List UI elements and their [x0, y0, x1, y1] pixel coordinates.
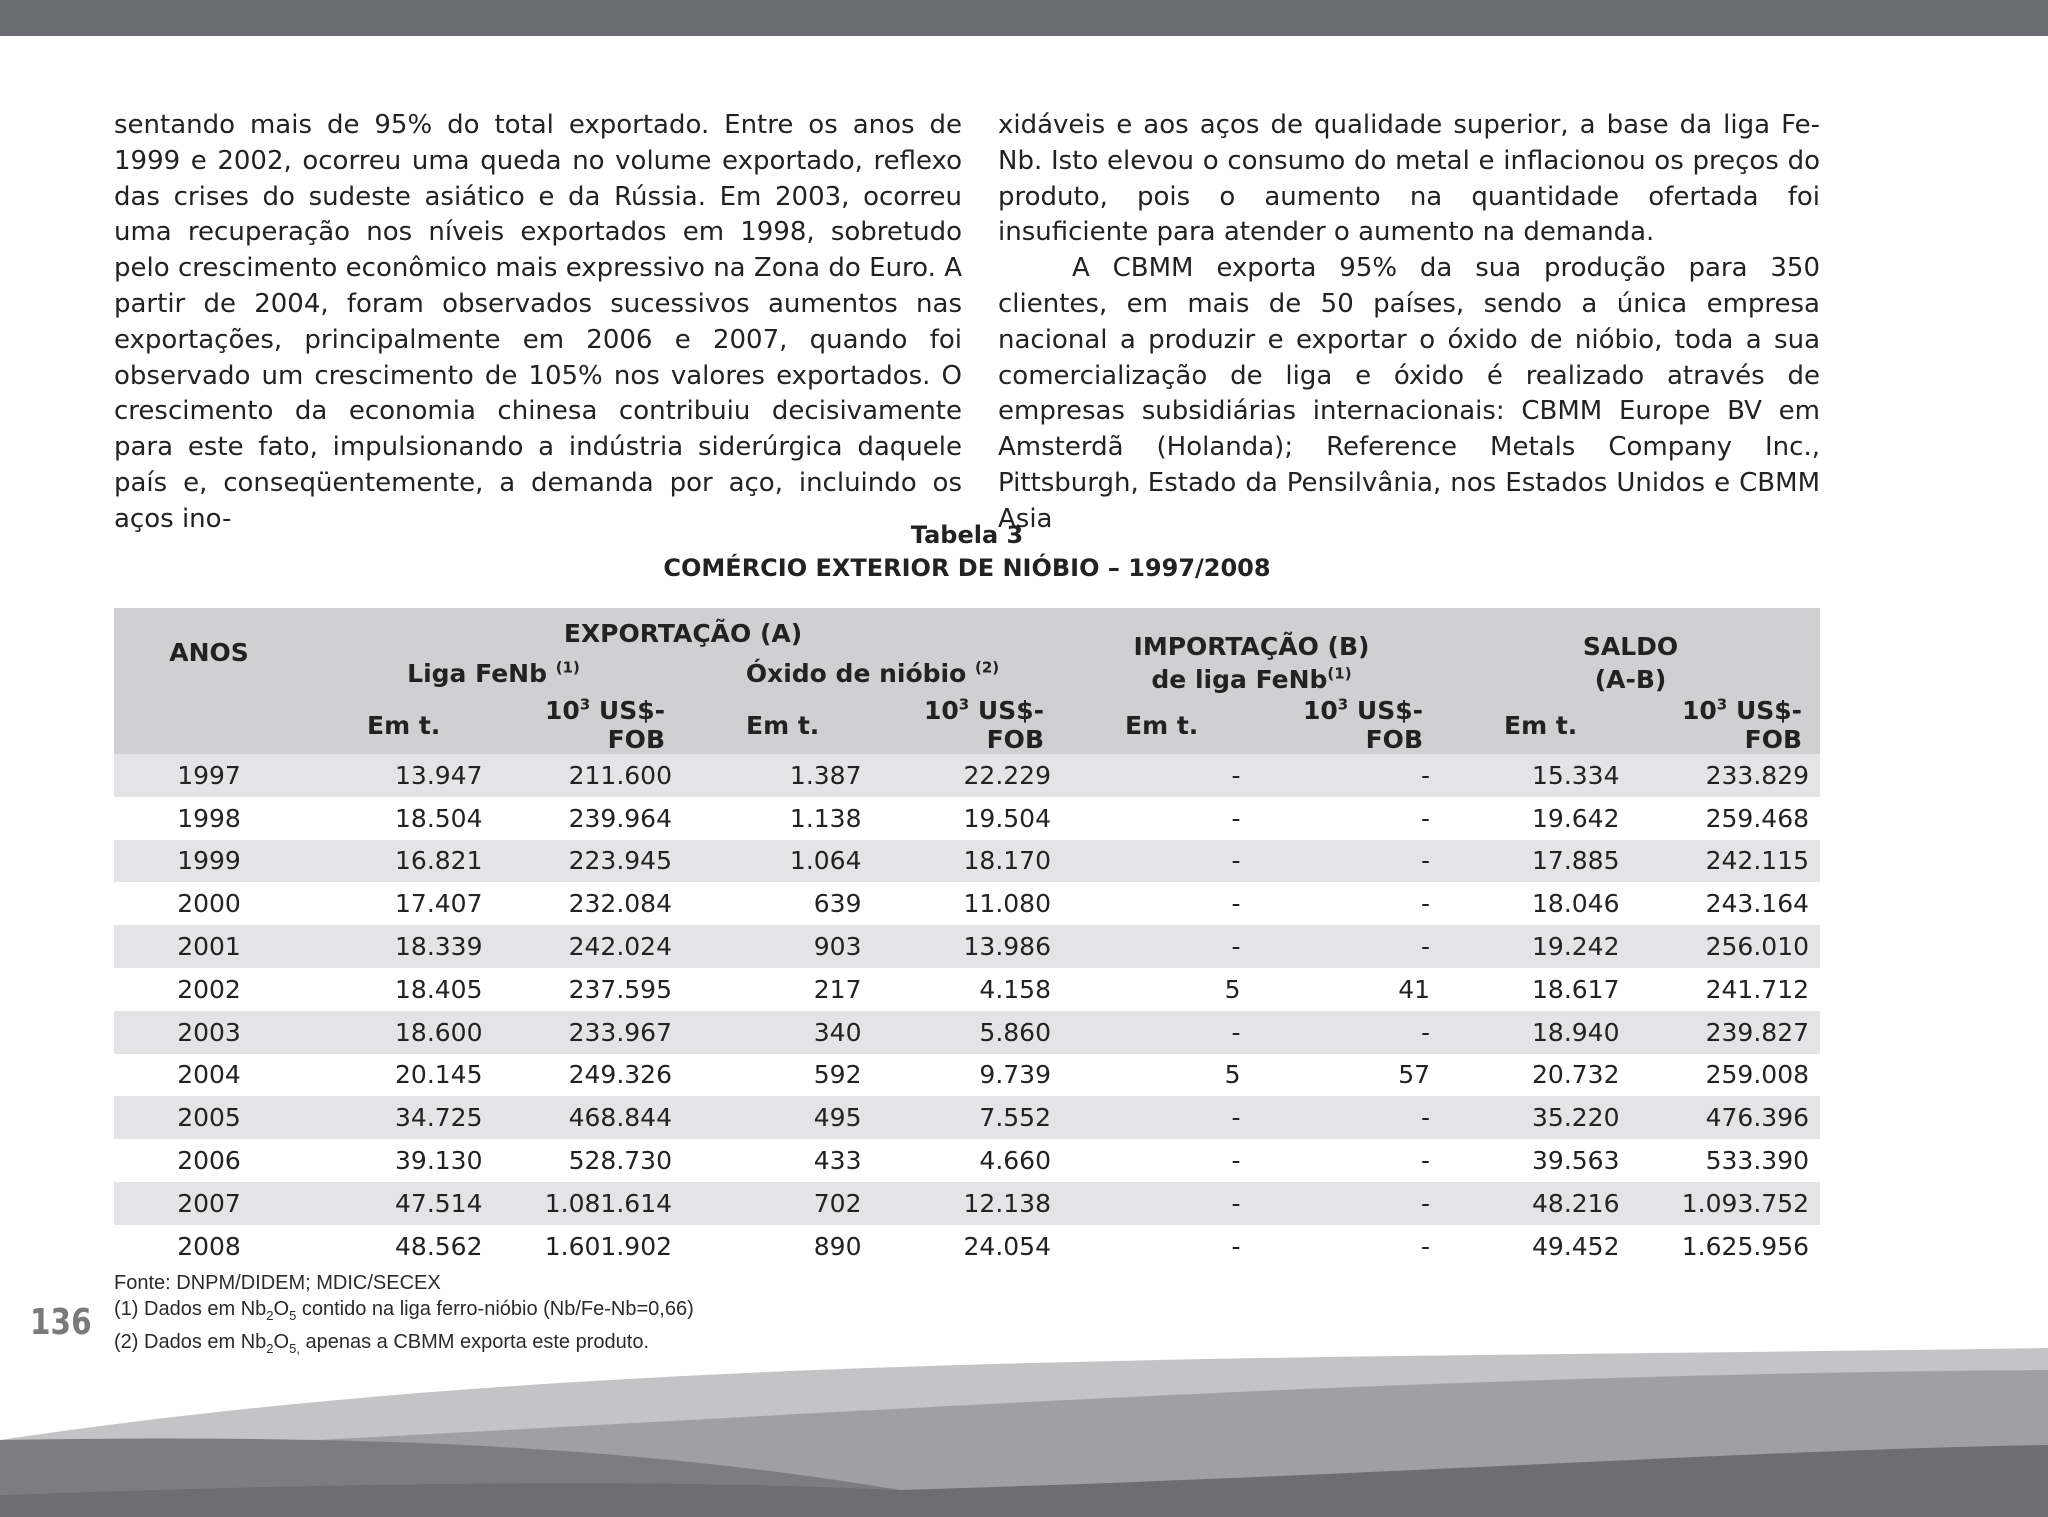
value-cell: -	[1062, 882, 1252, 925]
niobium-trade-table	[114, 608, 1820, 1268]
value-cell: 39.563	[1441, 1139, 1631, 1182]
value-cell: -	[1252, 1139, 1442, 1182]
left-paragraph: sentando mais de 95% do total exportado. Entre os anos de 1999 e 2002, ocorreu uma queda no volume exportado, reflexo das crises do sudeste asiático e da Rússia. Em 2003, ocorreu uma recuperação nos níveis exportados em 1998, sobretudo pelo crescimento econômico mais expressivo na Zona do Euro. A partir de 2004, foram observados sucessivos aumentos nas exportações, principalmente em 2006 e 2007, quando foi observado um crescimento de 105% nos valores exportados. O crescimento da economia chinesa contribuiu decisivamente para este fato, impulsionando a indústria siderúrgica daquele país e, conseqüentemente, a demanda por aço, incluindo os aços ino-	[114, 110, 962, 534]
value-cell: -	[1252, 882, 1442, 925]
header-saldo-line1: SALDO	[1582, 632, 1679, 661]
text-column-left	[114, 108, 962, 538]
value-cell: 18.170	[873, 840, 1063, 883]
value-cell: 1.093.752	[1631, 1182, 1821, 1225]
units-blank	[114, 696, 304, 754]
value-cell: 17.885	[1441, 840, 1631, 883]
value-cell: 12.138	[873, 1182, 1063, 1225]
value-cell: 20.732	[1441, 1054, 1631, 1097]
value-cell: -	[1062, 1225, 1252, 1268]
value-cell: -	[1252, 925, 1442, 968]
value-cell: -	[1062, 754, 1252, 797]
year-cell: 2006	[114, 1139, 304, 1182]
value-cell: -	[1062, 925, 1252, 968]
bottom-wave-decoration	[0, 1330, 2048, 1517]
value-cell: 9.739	[873, 1054, 1063, 1097]
value-cell: 18.339	[304, 925, 494, 968]
table-row	[114, 1011, 1820, 1054]
year-cell: 2000	[114, 882, 304, 925]
value-cell: 223.945	[494, 840, 684, 883]
value-cell: 41	[1252, 968, 1442, 1011]
header-liga-fenb-note: (1)	[555, 658, 580, 677]
value-cell: -	[1062, 1182, 1252, 1225]
value-cell: 242.115	[1631, 840, 1821, 883]
units-row	[114, 696, 1820, 754]
table-row	[114, 1096, 1820, 1139]
header-importacao-note: (1)	[1327, 664, 1352, 683]
value-cell: 217	[683, 968, 873, 1011]
value-cell: 17.407	[304, 882, 494, 925]
unit-usd-fob: $10^3$ US$-FOB	[873, 696, 1063, 754]
value-cell: 18.617	[1441, 968, 1631, 1011]
unit-em-t: Em t.	[1062, 696, 1252, 754]
value-cell: -	[1252, 1182, 1442, 1225]
value-cell: 48.562	[304, 1225, 494, 1268]
page-number: 136	[30, 1302, 92, 1343]
year-cell: 2007	[114, 1182, 304, 1225]
header-oxido-note: (2)	[975, 658, 1000, 677]
value-cell: 259.468	[1631, 797, 1821, 840]
value-cell: 249.326	[494, 1054, 684, 1097]
table-row	[114, 1182, 1820, 1225]
value-cell: 340	[683, 1011, 873, 1054]
value-cell: -	[1252, 1225, 1442, 1268]
unit-em-t: Em t.	[683, 696, 873, 754]
value-cell: 903	[683, 925, 873, 968]
value-cell: 47.514	[304, 1182, 494, 1225]
value-cell: -	[1062, 1011, 1252, 1054]
unit-em-t: Em t.	[1441, 696, 1631, 754]
unit-usd-fob: $10^3$ US$-FOB	[1252, 696, 1442, 754]
value-cell: -	[1252, 1096, 1442, 1139]
year-cell: 1997	[114, 754, 304, 797]
footnote-2: (2) Dados em $Nb_2O_{5,}$ apenas a CBMM exporta este produto.	[114, 1331, 650, 1356]
value-cell: 433	[683, 1139, 873, 1182]
header-liga-fenb: Liga FeNb $^{(1)}$	[304, 650, 683, 696]
table-row	[114, 840, 1820, 883]
value-cell: 18.046	[1441, 882, 1631, 925]
value-cell: 256.010	[1631, 925, 1821, 968]
table-row	[114, 754, 1820, 797]
value-cell: 19.242	[1441, 925, 1631, 968]
right-paragraph-1: xidáveis e aos aços de qualidade superior, a base da liga Fe-Nb. Isto elevou o consumo do metal e inflacionou os preços do produto, pois o aumento na quantidade ofertada foi insuficiente para atender o aumento na demanda.	[998, 110, 1820, 248]
value-cell: 57	[1252, 1054, 1442, 1097]
value-cell: 15.334	[1441, 754, 1631, 797]
table-row	[114, 925, 1820, 968]
value-cell: 495	[683, 1096, 873, 1139]
unit-em-t: Em t.	[304, 696, 494, 754]
value-cell: 4.660	[873, 1139, 1063, 1182]
value-cell: 232.084	[494, 882, 684, 925]
value-cell: 237.595	[494, 968, 684, 1011]
header-importacao-line2: de liga FeNb	[1151, 665, 1328, 694]
value-cell: -	[1062, 797, 1252, 840]
value-cell: 233.967	[494, 1011, 684, 1054]
value-cell: -	[1252, 840, 1442, 883]
table-label: Tabela 3	[910, 521, 1024, 549]
value-cell: 22.229	[873, 754, 1063, 797]
value-cell: 233.829	[1631, 754, 1821, 797]
header-anos: ANOS	[114, 608, 304, 696]
value-cell: 1.064	[683, 840, 873, 883]
value-cell: 34.725	[304, 1096, 494, 1139]
value-cell: -	[1062, 1139, 1252, 1182]
value-cell: -	[1062, 1096, 1252, 1139]
value-cell: 18.600	[304, 1011, 494, 1054]
value-cell: 476.396	[1631, 1096, 1821, 1139]
year-cell: 1999	[114, 840, 304, 883]
unit-usd-fob: $10^3$ US$-FOB	[494, 696, 684, 754]
value-cell: 49.452	[1441, 1225, 1631, 1268]
value-cell: 13.947	[304, 754, 494, 797]
year-cell: 2002	[114, 968, 304, 1011]
header-importacao	[1062, 608, 1441, 696]
value-cell: 18.504	[304, 797, 494, 840]
value-cell: -	[1252, 1011, 1442, 1054]
top-bar	[0, 0, 2048, 36]
value-cell: -	[1062, 840, 1252, 883]
value-cell: 24.054	[873, 1225, 1063, 1268]
value-cell: 16.821	[304, 840, 494, 883]
value-cell: 5	[1062, 1054, 1252, 1097]
header-oxido: Óxido de nióbio $^{(2)}$	[683, 650, 1062, 696]
value-cell: -	[1252, 797, 1442, 840]
value-cell: 4.158	[873, 968, 1063, 1011]
value-cell: 5	[1062, 968, 1252, 1011]
value-cell: 19.642	[1441, 797, 1631, 840]
footnote-1: (1) Dados em $Nb_2O_5$ contido na liga ferro-nióbio (Nb/Fe-Nb=0,66)	[114, 1298, 694, 1323]
value-cell: 18.940	[1441, 1011, 1631, 1054]
value-cell: 468.844	[494, 1096, 684, 1139]
text-column-right	[998, 108, 1820, 538]
value-cell: 241.712	[1631, 968, 1821, 1011]
unit-usd-fob: $10^3$ US$-FOB	[1631, 696, 1821, 754]
value-cell: 1.625.956	[1631, 1225, 1821, 1268]
value-cell: 18.405	[304, 968, 494, 1011]
table-row	[114, 882, 1820, 925]
value-cell: 639	[683, 882, 873, 925]
value-cell: 20.145	[304, 1054, 494, 1097]
value-cell: 1.387	[683, 754, 873, 797]
table-header	[114, 608, 1820, 754]
value-cell: 35.220	[1441, 1096, 1631, 1139]
value-cell: 1.601.902	[494, 1225, 684, 1268]
value-cell: 702	[683, 1182, 873, 1225]
year-cell: 2008	[114, 1225, 304, 1268]
value-cell: 7.552	[873, 1096, 1063, 1139]
value-cell: 528.730	[494, 1139, 684, 1182]
value-cell: 211.600	[494, 754, 684, 797]
header-saldo	[1441, 608, 1820, 696]
table-row	[114, 797, 1820, 840]
value-cell: 48.216	[1441, 1182, 1631, 1225]
value-cell: 239.964	[494, 797, 684, 840]
value-cell: 19.504	[873, 797, 1063, 840]
year-cell: 2001	[114, 925, 304, 968]
footnote-source: Fonte: DNPM/DIDEM; MDIC/SECEX	[114, 1272, 441, 1294]
value-cell: 242.024	[494, 925, 684, 968]
value-cell: 1.081.614	[494, 1182, 684, 1225]
table-title: COMÉRCIO EXTERIOR DE NIÓBIO – 1997/2008	[663, 554, 1271, 582]
value-cell: 39.130	[304, 1139, 494, 1182]
value-cell: 533.390	[1631, 1139, 1821, 1182]
right-paragraph-2: A CBMM exporta 95% da sua produção para 350 clientes, em mais de 50 países, sendo a única empresa nacional a produzir e exportar o óxido de nióbio, toda a sua comercialização de liga e óxido é realizado através de empresas subsidiárias internacionais: CBMM Europe BV em Amsterdã (Holanda); Reference Metals Company Inc., Pittsburgh, Estado da Pensilvânia, nos Estados Unidos e CBMM Asia	[998, 253, 1820, 534]
value-cell: 259.008	[1631, 1054, 1821, 1097]
value-cell: 13.986	[873, 925, 1063, 968]
value-cell: 592	[683, 1054, 873, 1097]
year-cell: 1998	[114, 797, 304, 840]
year-cell: 2005	[114, 1096, 304, 1139]
table-row	[114, 968, 1820, 1011]
value-cell: 1.138	[683, 797, 873, 840]
header-importacao-line1: IMPORTAÇÃO (B)	[1133, 632, 1370, 661]
table-row	[114, 1054, 1820, 1097]
table-row	[114, 1225, 1820, 1268]
year-cell: 2004	[114, 1054, 304, 1097]
header-exportacao: EXPORTAÇÃO (A)	[304, 608, 1062, 650]
value-cell: -	[1252, 754, 1442, 797]
table-body	[114, 754, 1820, 1268]
value-cell: 890	[683, 1225, 873, 1268]
value-cell: 239.827	[1631, 1011, 1821, 1054]
year-cell: 2003	[114, 1011, 304, 1054]
value-cell: 243.164	[1631, 882, 1821, 925]
header-saldo-line2: (A-B)	[1594, 665, 1667, 694]
table-row	[114, 1139, 1820, 1182]
value-cell: 11.080	[873, 882, 1063, 925]
value-cell: 5.860	[873, 1011, 1063, 1054]
